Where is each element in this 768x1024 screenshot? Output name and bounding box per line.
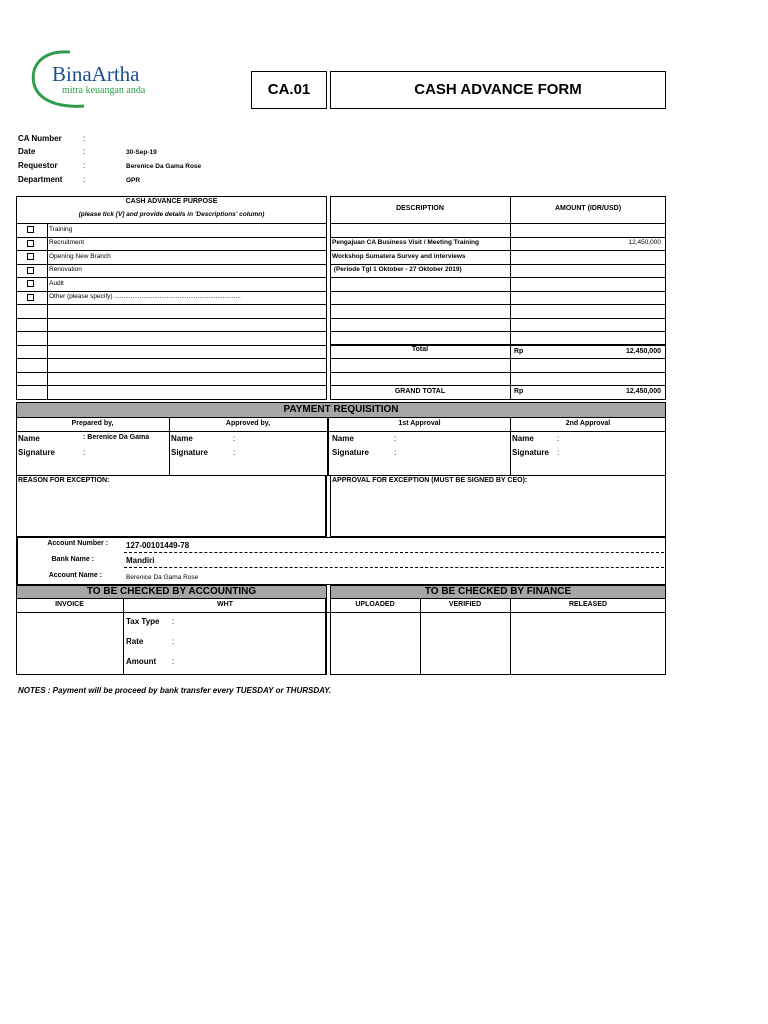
requestor-label: Requestor bbox=[18, 161, 58, 170]
amount-label: Amount bbox=[126, 657, 157, 666]
form-title: CASH ADVANCE FORM bbox=[414, 81, 582, 98]
purpose-item-other: Other (please specify) ...................................................................... bbox=[49, 293, 241, 300]
description-line-1: Pengajuan CA Business Visit / Meeting Training bbox=[332, 239, 480, 246]
grand-total-label: GRAND TOTAL bbox=[394, 388, 446, 395]
date-label: Date bbox=[18, 147, 36, 156]
date-colon: : bbox=[83, 147, 86, 156]
requestor-value: Berenice Da Gama Rose bbox=[126, 163, 202, 170]
amount-colon: : bbox=[172, 657, 175, 666]
checkbox-training[interactable] bbox=[27, 226, 34, 233]
department-value: OPR bbox=[126, 177, 141, 184]
checkbox-audit[interactable] bbox=[27, 280, 34, 287]
accounting-header: TO BE CHECKED BY ACCOUNTING bbox=[16, 585, 327, 599]
approval-for-exception-label: APPROVAL FOR EXCEPTION (MUST BE SIGNED BY CEO): bbox=[332, 477, 528, 484]
uploaded-header: UPLOADED bbox=[355, 601, 395, 608]
department-label: Department bbox=[18, 175, 63, 184]
logo-tagline: mitra keuangan anda bbox=[62, 85, 146, 96]
first-approval-signature-colon: : bbox=[394, 448, 397, 457]
purpose-item-training: Training bbox=[49, 226, 73, 233]
second-approval-signature-colon: : bbox=[557, 448, 560, 457]
department-colon: : bbox=[83, 175, 86, 184]
purpose-item-opening-new-branch: Opening New Branch bbox=[49, 253, 111, 260]
approved-name-label: Name bbox=[171, 434, 193, 443]
purpose-instruction: (please tick [V] and provide details in 'Descriptions' column) bbox=[78, 211, 265, 218]
first-approval-name-label: Name bbox=[332, 434, 354, 443]
second-approval-name-colon: : bbox=[557, 434, 560, 443]
description-header: DESCRIPTION bbox=[396, 205, 444, 212]
approved-signature-label: Signature bbox=[171, 448, 208, 457]
checkbox-renovation[interactable] bbox=[27, 267, 34, 274]
rate-colon: : bbox=[172, 637, 175, 646]
released-header: RELEASED bbox=[568, 601, 608, 608]
ca-number-label: CA Number bbox=[18, 134, 62, 143]
form-code-box bbox=[251, 71, 327, 109]
total-amount: 12,450,000 bbox=[625, 348, 661, 355]
approved-name-colon: : bbox=[233, 434, 236, 443]
purpose-item-audit: Audit bbox=[49, 280, 64, 287]
purpose-title: CASH ADVANCE PURPOSE bbox=[125, 198, 218, 205]
form-title-box bbox=[330, 71, 666, 109]
amount-header: AMOUNT (IDR/USD) bbox=[554, 205, 622, 212]
description-line-2: Workshop Sumatera Survey and interviews bbox=[332, 253, 466, 260]
company-logo bbox=[28, 48, 173, 110]
account-number-label: Account Number : bbox=[47, 540, 108, 547]
description-table bbox=[330, 196, 666, 400]
first-approval-name-colon: : bbox=[394, 434, 397, 443]
approved-signature-colon: : bbox=[233, 448, 236, 457]
tax-type-colon: : bbox=[172, 617, 175, 626]
checkbox-other[interactable] bbox=[27, 294, 34, 301]
reason-for-exception-label: REASON FOR EXCEPTION: bbox=[18, 477, 110, 484]
account-number-value: 127-00101449-78 bbox=[126, 541, 190, 550]
prepared-name-label: Name bbox=[18, 434, 40, 443]
first-approval-label: 1st Approval bbox=[398, 420, 441, 427]
account-name-value: Berenice Da Gama Rose bbox=[126, 574, 199, 581]
checkbox-recruitment[interactable] bbox=[27, 240, 34, 247]
prepared-by-label: Prepared by, bbox=[71, 420, 114, 427]
invoice-header: INVOICE bbox=[55, 601, 84, 608]
requestor-colon: : bbox=[83, 161, 86, 170]
wht-header: WHT bbox=[217, 601, 233, 608]
grand-total-currency: Rp bbox=[514, 388, 524, 395]
second-approval-signature-label: Signature bbox=[512, 448, 549, 457]
payment-notes: NOTES : Payment will be proceed by bank transfer every TUESDAY or THURSDAY. bbox=[18, 686, 332, 695]
verified-header: VERIFIED bbox=[448, 601, 482, 608]
total-currency: Rp bbox=[514, 348, 524, 355]
ca-number-colon: : bbox=[83, 134, 86, 143]
second-approval-name-label: Name bbox=[512, 434, 534, 443]
checkbox-opening-new-branch[interactable] bbox=[27, 253, 34, 260]
description-line-1-amount: 12,450,000 bbox=[628, 239, 661, 246]
finance-table bbox=[330, 598, 666, 675]
finance-header: TO BE CHECKED BY FINANCE bbox=[330, 585, 666, 599]
second-approval-label: 2nd Approval bbox=[565, 420, 611, 427]
approval-for-exception-box bbox=[330, 475, 666, 537]
account-name-label: Account Name : bbox=[48, 572, 102, 579]
grand-total-amount: 12,450,000 bbox=[625, 388, 661, 395]
date-value: 30-Sep-19 bbox=[126, 149, 157, 156]
form-code: CA.01 bbox=[267, 81, 311, 98]
bank-name-label: Bank Name : bbox=[51, 556, 94, 563]
payment-requisition-header: PAYMENT REQUISITION bbox=[16, 402, 666, 418]
total-label: Total bbox=[411, 346, 429, 353]
first-approval-signature-label: Signature bbox=[332, 448, 369, 457]
prepared-signature-colon: : bbox=[83, 448, 86, 457]
description-line-3: (Periode Tgl 1 Oktober - 27 Oktober 2019) bbox=[332, 266, 462, 273]
prepared-name-value: : Berenice Da Gama bbox=[83, 434, 150, 441]
purpose-item-recruitment: Recruitment bbox=[49, 239, 85, 246]
account-info-box bbox=[16, 537, 666, 585]
reason-for-exception-box bbox=[16, 475, 327, 537]
rate-label: Rate bbox=[126, 637, 144, 646]
approved-by-label: Approved by, bbox=[225, 420, 271, 427]
tax-type-label: Tax Type bbox=[126, 617, 160, 626]
logo-name: BinaArtha bbox=[52, 62, 140, 86]
prepared-signature-label: Signature bbox=[18, 448, 55, 457]
purpose-item-renovation: Renovation bbox=[49, 266, 82, 273]
bank-name-value: Mandiri bbox=[126, 556, 155, 565]
